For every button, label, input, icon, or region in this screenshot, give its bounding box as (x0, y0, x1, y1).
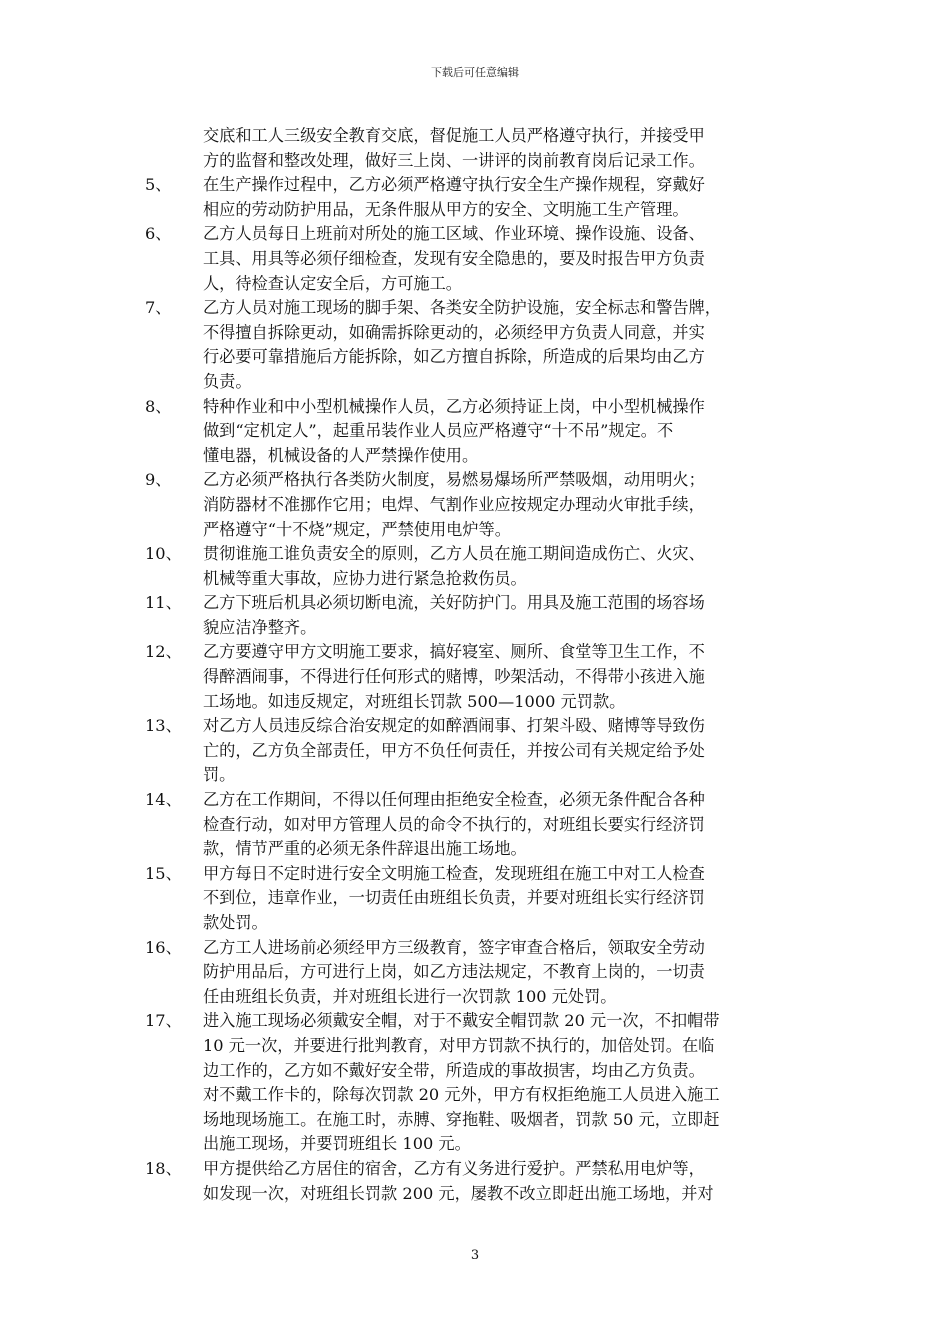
list-item (145, 173, 815, 222)
list-item-text (203, 788, 815, 862)
list-item (145, 936, 815, 1010)
paragraph-line: 不得擅自拆除更动，如确需拆除更动的，必须经甲方负责人同意，并实 (203, 322, 705, 342)
paragraph-line: 不到位，违章作业，一切责任由班组长负责，并要对班组长实行经济罚 (203, 888, 705, 908)
paragraph-line: 貌应洁净整齐。 (203, 617, 317, 637)
paragraph-line: 乙方人员对施工现场的脚手架、各类安全防护设施，安全标志和警告牌， (203, 298, 721, 318)
paragraph-line: 任由班组长负责，并对班组长进行一次罚款 100 元处罚。 (203, 986, 617, 1006)
list-item-text (203, 862, 815, 936)
paragraph-line: 边工作的，乙方如不戴好安全带，所造成的事故损害，均由乙方负责。 (203, 1060, 705, 1080)
paragraph-line: 款，情节严重的必须无条件辞退出施工场地。 (203, 839, 527, 859)
list-item (145, 296, 815, 394)
paragraph-line: 甲方提供给乙方居住的宿舍，乙方有义务进行爱护。严禁私用电炉等， (203, 1158, 705, 1178)
paragraph-line: 甲方每日不定时进行安全文明施工检查，发现班组在施工中对工人检查 (203, 863, 705, 883)
page-header: 下载后可任意编辑 (431, 66, 519, 79)
list-item-text (203, 591, 815, 640)
paragraph-line: 人，待检查认定安全后，方可施工。 (203, 273, 462, 293)
list-item-number: 6、 (145, 224, 172, 244)
paragraph-line: 方的监督和整改处理，做好三上岗、一讲评的岗前教育岗后记录工作。 (203, 150, 705, 170)
list-item-text (203, 468, 815, 542)
list-item (145, 862, 815, 936)
paragraph-line: 乙方人员每日上班前对所处的施工区域、作业环境、操作设施、设备、 (203, 224, 705, 244)
list-item-number: 16、 (145, 937, 182, 957)
paragraph-line: 款处罚。 (203, 913, 268, 932)
paragraph-line: 得醉酒闹事，不得进行任何形式的赌博，吵架活动，不得带小孩进入施 (203, 667, 705, 687)
paragraph-line: 防护用品后，方可进行上岗，如乙方违法规定，不教育上岗的，一切责 (203, 962, 705, 982)
paragraph-line: 乙方下班后机具必须切断电流，关好防护门。用具及施工范围的场容场 (203, 593, 705, 613)
paragraph-line: 行必要可靠措施后方能拆除，如乙方擅自拆除，所造成的后果均由乙方 (203, 347, 705, 367)
list-item (145, 640, 815, 714)
paragraph-line: 10 元一次，并要进行批判教育，对甲方罚款不执行的，加倍处罚。在临 (203, 1035, 715, 1055)
paragraph-line: 工具、用具等必须仔细检查，发现有安全隐患的，要及时报告甲方负责 (203, 248, 705, 268)
list-item-number: 11、 (145, 593, 182, 613)
paragraph-line: 乙方工人进场前必须经甲方三级教育，签字审查合格后，领取安全劳动 (203, 937, 705, 957)
paragraph-line: 出施工现场，并要罚班组长 100 元。 (203, 1134, 471, 1154)
paragraph-line: 对不戴工作卡的，除每次罚款 20 元外，甲方有权拒绝施工人员进入施工 (203, 1085, 720, 1105)
paragraph-line: 检查行动，如对甲方管理人员的命令不执行的，对班组长要实行经济罚 (203, 814, 705, 834)
list-item (145, 1009, 815, 1157)
list-item (145, 788, 815, 862)
list-item-number: 15、 (145, 863, 182, 883)
list-item-text (203, 1009, 815, 1157)
paragraph-line: 亡的，乙方负全部责任，甲方不负任何责任，并按公司有关规定给予处 (203, 740, 705, 760)
list-item-text (203, 640, 815, 714)
paragraph-line: 负责。 (203, 371, 252, 391)
paragraph-line: 严格遵守“十不烧”规定，严禁使用电炉等。 (203, 519, 511, 539)
paragraph-line: 交底和工人三级安全教育交底，督促施工人员严格遵守执行，并接受甲 (203, 126, 705, 145)
list-item (145, 714, 815, 788)
list-item (145, 222, 815, 296)
paragraph-line: 消防器材不准挪作它用；电焊、气割作业应按规定办理动火审批手续， (203, 494, 705, 514)
paragraph-line: 乙方在工作期间，不得以任何理由拒绝安全检查，必须无条件配合各种 (203, 790, 705, 810)
list-item-text (203, 714, 815, 788)
paragraph-line: 机械等重大事故，应协力进行紧急抢救伤员。 (203, 568, 527, 588)
paragraph-line: 特种作业和中小型机械操作人员，乙方必须持证上岗，中小型机械操作 (203, 396, 705, 416)
list-item-text (203, 173, 815, 222)
paragraph-line: 懂电器，机械设备的人严禁操作使用。 (203, 445, 479, 465)
continuation-paragraph (203, 124, 815, 173)
list-item-text (203, 1157, 815, 1206)
paragraph-line: 进入施工现场必须戴安全帽，对于不戴安全帽罚款 20 元一次，不扣帽带 (203, 1011, 720, 1031)
list-item-text (203, 542, 815, 591)
list-item-number: 10、 (145, 544, 182, 564)
paragraph-line: 工场地。如违反规定，对班组长罚款 500—1000 元罚款。 (203, 691, 626, 711)
list-item-text (203, 296, 815, 394)
paragraph-line: 贯彻谁施工谁负责安全的原则，乙方人员在施工期间造成伤亡、火灾、 (203, 544, 705, 564)
paragraph-line: 相应的劳动防护用品，无条件服从甲方的安全、文明施工生产管理。 (203, 199, 689, 219)
list-item-number: 7、 (145, 298, 172, 318)
list-item-text (203, 222, 815, 296)
list-item-number: 5、 (145, 175, 172, 195)
paragraph-line: 在生产操作过程中，乙方必须严格遵守执行安全生产操作规程，穿戴好 (203, 175, 705, 195)
list-item (145, 542, 815, 591)
page-number: 3 (470, 1248, 480, 1263)
numbered-list (145, 173, 815, 1206)
document-body (145, 124, 815, 1206)
list-item-number: 12、 (145, 642, 182, 662)
list-item-number: 9、 (145, 470, 172, 490)
paragraph-line: 做到“定机定人”，起重吊装作业人员应严格遵守“十不吊”规定。不 (203, 421, 674, 441)
list-item-text (203, 395, 815, 469)
list-item-number: 14、 (145, 790, 182, 810)
list-item-number: 8、 (145, 396, 172, 416)
paragraph-line: 如发现一次，对班组长罚款 200 元，屡教不改立即赶出施工场地，并对 (203, 1183, 714, 1203)
list-item-number: 13、 (145, 716, 182, 736)
list-item (145, 591, 815, 640)
list-item-number: 18、 (145, 1158, 182, 1178)
list-item (145, 1157, 815, 1206)
paragraph-line: 乙方要遵守甲方文明施工要求，搞好寝室、厕所、食堂等卫生工作，不 (203, 642, 705, 662)
paragraph-line: 对乙方人员违反综合治安规定的如醉酒闹事、打架斗殴、赌博等导致伤 (203, 716, 705, 736)
paragraph-line: 乙方必须严格执行各类防火制度，易燃易爆场所严禁吸烟，动用明火； (203, 470, 705, 490)
list-item-number: 17、 (145, 1011, 182, 1031)
paragraph-line: 场地现场施工。在施工时，赤膊、穿拖鞋、吸烟者，罚款 50 元，立即赶 (203, 1109, 720, 1129)
list-item (145, 395, 815, 469)
paragraph-line: 罚。 (203, 765, 236, 785)
list-item-text (203, 936, 815, 1010)
list-item (145, 468, 815, 542)
